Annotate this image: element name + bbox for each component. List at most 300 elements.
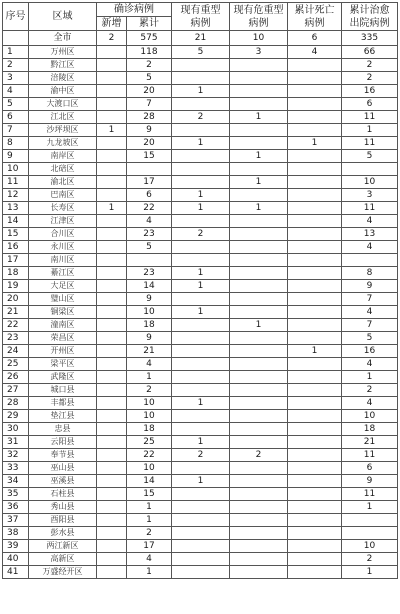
row-cumulative: 10 <box>127 410 172 423</box>
row-new <box>97 501 127 514</box>
row-severe: 2 <box>172 449 230 462</box>
row-critical <box>230 332 288 345</box>
row-area: 北碚区 <box>29 163 97 176</box>
row-severe <box>172 319 230 332</box>
row-cumulative: 10 <box>127 462 172 475</box>
header-deaths-line1: 累计死亡 <box>294 4 335 16</box>
row-cumulative: 17 <box>127 540 172 553</box>
row-cumulative: 18 <box>127 319 172 332</box>
table-row <box>3 410 398 423</box>
row-new <box>97 384 127 397</box>
row-deaths <box>288 59 342 72</box>
row-new <box>97 553 127 566</box>
row-seq: 39 <box>3 540 29 553</box>
row-deaths: 4 <box>288 46 342 59</box>
row-cumulative: 9 <box>127 293 172 306</box>
row-cured: 3 <box>342 189 398 202</box>
row-severe: 1 <box>172 137 230 150</box>
row-cumulative: 23 <box>127 267 172 280</box>
row-cumulative <box>127 254 172 267</box>
row-critical <box>230 124 288 137</box>
row-seq: 25 <box>3 358 29 371</box>
row-cumulative: 2 <box>127 384 172 397</box>
row-cumulative: 10 <box>127 306 172 319</box>
row-severe <box>172 423 230 436</box>
row-new <box>97 514 127 527</box>
row-critical <box>230 306 288 319</box>
row-critical: 1 <box>230 202 288 215</box>
row-area: 南川区 <box>29 254 97 267</box>
row-area: 长寿区 <box>29 202 97 215</box>
row-deaths <box>288 254 342 267</box>
row-cumulative: 23 <box>127 228 172 241</box>
row-cured: 21 <box>342 436 398 449</box>
row-critical <box>230 462 288 475</box>
row-severe: 1 <box>172 267 230 280</box>
row-cured: 1 <box>342 371 398 384</box>
row-deaths <box>288 280 342 293</box>
table-row <box>3 72 398 85</box>
row-cured: 6 <box>342 462 398 475</box>
row-cured <box>342 254 398 267</box>
row-area: 彭水县 <box>29 527 97 540</box>
row-critical <box>230 566 288 579</box>
row-deaths <box>288 150 342 163</box>
row-cured: 11 <box>342 488 398 501</box>
row-cured: 13 <box>342 228 398 241</box>
row-cumulative: 5 <box>127 72 172 85</box>
header-cumulative: 累计 <box>127 17 172 31</box>
row-seq: 37 <box>3 514 29 527</box>
table-row <box>3 176 398 189</box>
row-new: 1 <box>97 202 127 215</box>
row-cumulative: 15 <box>127 488 172 501</box>
row-area: 城口县 <box>29 384 97 397</box>
row-area: 潼南区 <box>29 319 97 332</box>
row-cured: 9 <box>342 475 398 488</box>
row-severe: 1 <box>172 280 230 293</box>
row-seq: 31 <box>3 436 29 449</box>
table-row <box>3 59 398 72</box>
row-new <box>97 189 127 202</box>
row-critical <box>230 189 288 202</box>
row-severe: 1 <box>172 475 230 488</box>
row-area: 璧山区 <box>29 293 97 306</box>
table-row <box>3 215 398 228</box>
row-critical: 1 <box>230 319 288 332</box>
table-row <box>3 345 398 358</box>
row-cumulative: 10 <box>127 397 172 410</box>
row-severe <box>172 514 230 527</box>
row-severe: 1 <box>172 397 230 410</box>
row-cumulative: 1 <box>127 501 172 514</box>
table-body <box>3 31 398 579</box>
row-area: 巫山县 <box>29 462 97 475</box>
row-critical <box>230 410 288 423</box>
row-severe <box>172 163 230 176</box>
row-new <box>97 410 127 423</box>
row-cured: 7 <box>342 293 398 306</box>
table-row <box>3 397 398 410</box>
row-cured: 7 <box>342 319 398 332</box>
row-cumulative: 1 <box>127 566 172 579</box>
row-seq: 23 <box>3 332 29 345</box>
table-row <box>3 501 398 514</box>
header-cured-line2: 出院病例 <box>349 17 390 29</box>
row-seq: 17 <box>3 254 29 267</box>
table-row <box>3 462 398 475</box>
header-severe <box>172 3 230 31</box>
row-seq: 9 <box>3 150 29 163</box>
row-severe: 1 <box>172 436 230 449</box>
row-critical <box>230 267 288 280</box>
row-severe <box>172 384 230 397</box>
row-critical: 2 <box>230 449 288 462</box>
row-critical <box>230 228 288 241</box>
row-severe <box>172 241 230 254</box>
row-deaths <box>288 85 342 98</box>
row-seq: 38 <box>3 527 29 540</box>
row-area: 南岸区 <box>29 150 97 163</box>
row-seq: 20 <box>3 293 29 306</box>
row-seq: 29 <box>3 410 29 423</box>
row-seq: 19 <box>3 280 29 293</box>
row-cumulative: 25 <box>127 436 172 449</box>
row-cumulative: 6 <box>127 189 172 202</box>
row-critical <box>230 137 288 150</box>
row-cumulative: 22 <box>127 202 172 215</box>
row-area: 奉节县 <box>29 449 97 462</box>
table-row <box>3 553 398 566</box>
row-new <box>97 46 127 59</box>
row-cured: 10 <box>342 540 398 553</box>
table-row <box>3 488 398 501</box>
row-seq: 15 <box>3 228 29 241</box>
row-critical <box>230 59 288 72</box>
row-cumulative: 5 <box>127 241 172 254</box>
row-new <box>97 254 127 267</box>
row-new <box>97 228 127 241</box>
row-cumulative: 4 <box>127 358 172 371</box>
row-area: 秀山县 <box>29 501 97 514</box>
table-row <box>3 228 398 241</box>
row-new <box>97 397 127 410</box>
row-deaths <box>288 228 342 241</box>
row-area: 梁平区 <box>29 358 97 371</box>
row-critical <box>230 345 288 358</box>
row-new <box>97 163 127 176</box>
row-area: 丰都县 <box>29 397 97 410</box>
row-cumulative: 4 <box>127 553 172 566</box>
table-row <box>3 280 398 293</box>
header-critical <box>230 3 288 31</box>
case-statistics-document <box>2 2 397 610</box>
row-cumulative: 14 <box>127 280 172 293</box>
row-seq: 16 <box>3 241 29 254</box>
row-deaths <box>288 410 342 423</box>
row-new <box>97 371 127 384</box>
table-row <box>3 202 398 215</box>
row-deaths <box>288 462 342 475</box>
row-severe <box>172 98 230 111</box>
row-cumulative: 14 <box>127 475 172 488</box>
row-deaths <box>288 202 342 215</box>
row-deaths: 1 <box>288 137 342 150</box>
row-seq: 21 <box>3 306 29 319</box>
row-cumulative: 1 <box>127 514 172 527</box>
row-cured: 4 <box>342 241 398 254</box>
row-seq: 30 <box>3 423 29 436</box>
row-area: 巴南区 <box>29 189 97 202</box>
row-new <box>97 150 127 163</box>
table-row <box>3 371 398 384</box>
row-critical <box>230 293 288 306</box>
row-new <box>97 241 127 254</box>
row-severe: 5 <box>172 46 230 59</box>
row-critical <box>230 280 288 293</box>
row-seq: 6 <box>3 111 29 124</box>
row-area: 九龙坡区 <box>29 137 97 150</box>
row-cumulative <box>127 163 172 176</box>
total-area: 全市 <box>29 31 97 46</box>
row-new <box>97 540 127 553</box>
row-critical <box>230 85 288 98</box>
total-seq <box>3 31 29 46</box>
row-new <box>97 488 127 501</box>
row-severe <box>172 462 230 475</box>
row-area: 万州区 <box>29 46 97 59</box>
table-row <box>3 85 398 98</box>
row-cured: 4 <box>342 306 398 319</box>
row-cured: 16 <box>342 85 398 98</box>
row-deaths <box>288 423 342 436</box>
row-deaths <box>288 176 342 189</box>
row-new <box>97 72 127 85</box>
row-cured: 9 <box>342 280 398 293</box>
table-row <box>3 319 398 332</box>
row-cured: 11 <box>342 449 398 462</box>
table-row <box>3 540 398 553</box>
row-cured: 8 <box>342 267 398 280</box>
table-row <box>3 384 398 397</box>
row-new: 1 <box>97 124 127 137</box>
row-severe <box>172 527 230 540</box>
row-deaths <box>288 514 342 527</box>
row-cumulative: 18 <box>127 423 172 436</box>
row-cured: 11 <box>342 111 398 124</box>
row-new <box>97 566 127 579</box>
row-seq: 11 <box>3 176 29 189</box>
row-critical <box>230 501 288 514</box>
row-severe <box>172 488 230 501</box>
row-critical: 1 <box>230 176 288 189</box>
row-cured: 2 <box>342 72 398 85</box>
table-row <box>3 449 398 462</box>
row-area: 渝中区 <box>29 85 97 98</box>
row-severe <box>172 215 230 228</box>
row-seq: 24 <box>3 345 29 358</box>
row-area: 石柱县 <box>29 488 97 501</box>
row-cured: 2 <box>342 59 398 72</box>
row-critical <box>230 98 288 111</box>
row-cured: 10 <box>342 176 398 189</box>
row-deaths <box>288 384 342 397</box>
row-deaths <box>288 189 342 202</box>
row-cumulative: 20 <box>127 137 172 150</box>
row-area: 大渡口区 <box>29 98 97 111</box>
row-seq: 2 <box>3 59 29 72</box>
row-cumulative: 7 <box>127 98 172 111</box>
row-seq: 41 <box>3 566 29 579</box>
row-critical <box>230 358 288 371</box>
row-deaths <box>288 475 342 488</box>
table-row <box>3 254 398 267</box>
row-deaths <box>288 163 342 176</box>
table-row <box>3 514 398 527</box>
row-area: 渝北区 <box>29 176 97 189</box>
row-new <box>97 436 127 449</box>
total-deaths: 6 <box>288 31 342 46</box>
row-cumulative: 28 <box>127 111 172 124</box>
total-cured: 335 <box>342 31 398 46</box>
row-severe <box>172 410 230 423</box>
row-deaths <box>288 540 342 553</box>
row-deaths <box>288 397 342 410</box>
row-new <box>97 293 127 306</box>
row-area: 江北区 <box>29 111 97 124</box>
row-area: 开州区 <box>29 345 97 358</box>
row-deaths <box>288 215 342 228</box>
row-area: 云阳县 <box>29 436 97 449</box>
row-new <box>97 462 127 475</box>
row-severe <box>172 293 230 306</box>
row-cured <box>342 163 398 176</box>
row-critical <box>230 475 288 488</box>
row-cured: 6 <box>342 98 398 111</box>
row-cured: 18 <box>342 423 398 436</box>
header-severe-line1: 现有重型 <box>180 4 221 16</box>
row-new <box>97 59 127 72</box>
case-table <box>2 2 398 579</box>
row-seq: 8 <box>3 137 29 150</box>
row-deaths <box>288 449 342 462</box>
row-critical <box>230 163 288 176</box>
row-seq: 33 <box>3 462 29 475</box>
row-critical <box>230 527 288 540</box>
row-seq: 10 <box>3 163 29 176</box>
row-deaths <box>288 553 342 566</box>
row-severe: 2 <box>172 111 230 124</box>
row-area: 巫溪县 <box>29 475 97 488</box>
row-severe <box>172 59 230 72</box>
table-row <box>3 267 398 280</box>
row-cumulative: 2 <box>127 527 172 540</box>
row-severe: 1 <box>172 202 230 215</box>
row-cured <box>342 514 398 527</box>
row-severe <box>172 72 230 85</box>
row-cured: 5 <box>342 332 398 345</box>
row-area: 两江新区 <box>29 540 97 553</box>
row-seq: 32 <box>3 449 29 462</box>
row-area: 涪陵区 <box>29 72 97 85</box>
header-seq: 序号 <box>3 3 29 31</box>
row-cured: 4 <box>342 215 398 228</box>
header-deaths <box>288 3 342 31</box>
row-seq: 13 <box>3 202 29 215</box>
row-critical <box>230 436 288 449</box>
row-deaths <box>288 111 342 124</box>
row-cured: 11 <box>342 202 398 215</box>
row-cured: 66 <box>342 46 398 59</box>
row-area: 荣昌区 <box>29 332 97 345</box>
row-area: 沙坪坝区 <box>29 124 97 137</box>
row-deaths <box>288 124 342 137</box>
table-row <box>3 98 398 111</box>
row-deaths <box>288 371 342 384</box>
row-cumulative: 1 <box>127 371 172 384</box>
table-row <box>3 241 398 254</box>
table-row <box>3 423 398 436</box>
table-row <box>3 150 398 163</box>
row-cured: 11 <box>342 137 398 150</box>
row-cured: 4 <box>342 358 398 371</box>
row-critical <box>230 397 288 410</box>
row-critical <box>230 241 288 254</box>
row-seq: 4 <box>3 85 29 98</box>
row-seq: 5 <box>3 98 29 111</box>
row-seq: 7 <box>3 124 29 137</box>
row-deaths <box>288 241 342 254</box>
row-severe: 1 <box>172 306 230 319</box>
row-new <box>97 267 127 280</box>
row-deaths <box>288 488 342 501</box>
row-area: 铜梁区 <box>29 306 97 319</box>
row-severe <box>172 332 230 345</box>
total-critical: 10 <box>230 31 288 46</box>
row-area: 忠县 <box>29 423 97 436</box>
row-new <box>97 449 127 462</box>
header-confirmed-group: 确诊病例 <box>97 3 172 17</box>
row-severe <box>172 124 230 137</box>
row-deaths <box>288 566 342 579</box>
total-cumulative: 575 <box>127 31 172 46</box>
row-new <box>97 85 127 98</box>
row-area: 合川区 <box>29 228 97 241</box>
table-row <box>3 124 398 137</box>
row-severe <box>172 540 230 553</box>
row-seq: 40 <box>3 553 29 566</box>
row-critical <box>230 540 288 553</box>
table-row <box>3 111 398 124</box>
table-row <box>3 46 398 59</box>
header-critical-line1: 现有危重型 <box>233 4 284 16</box>
row-deaths <box>288 358 342 371</box>
row-cured: 2 <box>342 553 398 566</box>
table-row <box>3 306 398 319</box>
row-cumulative: 9 <box>127 124 172 137</box>
table-row <box>3 293 398 306</box>
table-row <box>3 475 398 488</box>
row-area: 永川区 <box>29 241 97 254</box>
row-cured: 16 <box>342 345 398 358</box>
row-critical <box>230 384 288 397</box>
row-seq: 18 <box>3 267 29 280</box>
row-cured: 2 <box>342 384 398 397</box>
row-seq: 3 <box>3 72 29 85</box>
row-seq: 14 <box>3 215 29 228</box>
row-critical <box>230 423 288 436</box>
row-severe <box>172 371 230 384</box>
